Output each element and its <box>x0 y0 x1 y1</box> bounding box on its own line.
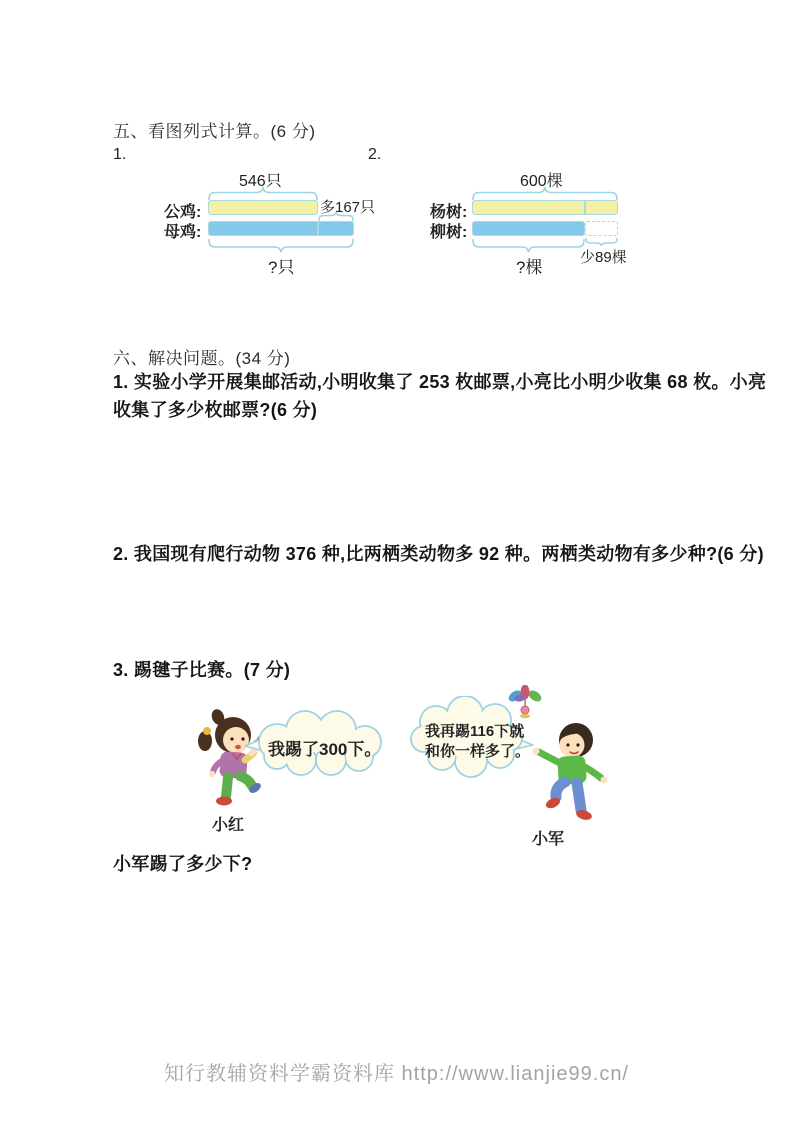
diagram1-bottom-brace <box>208 239 354 253</box>
diagram2-top-brace-label: 600棵 <box>520 173 563 190</box>
diagram1-row1-label: 公鸡: <box>164 204 202 221</box>
footer-watermark: 知行教辅资料学霸资料库 http://www.lianjie99.cn/ <box>164 1063 629 1085</box>
diagram1-difference-brace <box>318 212 354 221</box>
boy-speech-line1: 我再踢116下就 <box>425 723 525 740</box>
diagram2-row1-label: 杨树: <box>430 204 468 221</box>
diagram1-difference-label: 多167只 <box>320 199 376 216</box>
boy-name-label: 小军 <box>532 831 565 848</box>
diagram2-blue-bar <box>472 221 585 236</box>
tape-diagram-trees <box>430 160 690 275</box>
diagram2-row2-label: 柳树: <box>430 224 468 241</box>
diagram1-top-brace-label: 546只 <box>239 173 282 190</box>
diagram1-bar-divider <box>317 222 319 235</box>
item-1-number: 1. <box>113 146 127 163</box>
girl-name-label: 小红 <box>212 817 245 834</box>
diagram2-difference-label: 少89棵 <box>580 249 627 266</box>
section-six-heading: 六、解决问题。(34 分) <box>113 349 291 368</box>
diagram2-unknown-label: ?棵 <box>516 258 543 277</box>
diagram1-blue-bar <box>208 221 354 236</box>
problem2-text: 2. 我国现有爬行动物 376 种,比两栖类动物多 92 种。两栖类动物有多少种?(6 分) <box>113 544 764 564</box>
diagram1-yellow-bar <box>208 200 318 215</box>
boy-illustration <box>518 718 618 830</box>
diagram1-total-label: ?只 <box>268 258 295 277</box>
problem1-line1: 1. 实验小学开展集邮活动,小明收集了 253 枚邮票,小亮比小明少收集 68 枚。小亮 <box>113 372 767 392</box>
diagram2-bar-divider <box>584 201 586 214</box>
diagram1-top-brace <box>208 187 318 200</box>
problem3-text: 3. 踢毽子比赛。(7 分) <box>113 660 291 680</box>
boy-speech-text <box>425 722 530 762</box>
item-2-number: 2. <box>368 146 382 163</box>
diagram2-dashed-extension <box>585 221 618 236</box>
tape-diagram-chickens <box>160 160 410 275</box>
diagram2-yellow-bar <box>472 200 618 215</box>
girl-speech-text: 我踢了300下。 <box>268 740 382 759</box>
diagram2-top-brace <box>472 187 618 200</box>
problem1-line2: 收集了多少枚邮票?(6 分) <box>113 400 318 420</box>
diagram2-difference-brace <box>585 238 618 246</box>
diagram2-bottom-brace <box>472 239 585 253</box>
boy-speech-line2: 和你一样多了。 <box>425 743 531 760</box>
question-text: 小军踢了多少下? <box>113 854 253 874</box>
section-five-heading: 五、看图列式计算。(6 分) <box>113 122 316 141</box>
diagram1-row2-label: 母鸡: <box>164 224 202 241</box>
